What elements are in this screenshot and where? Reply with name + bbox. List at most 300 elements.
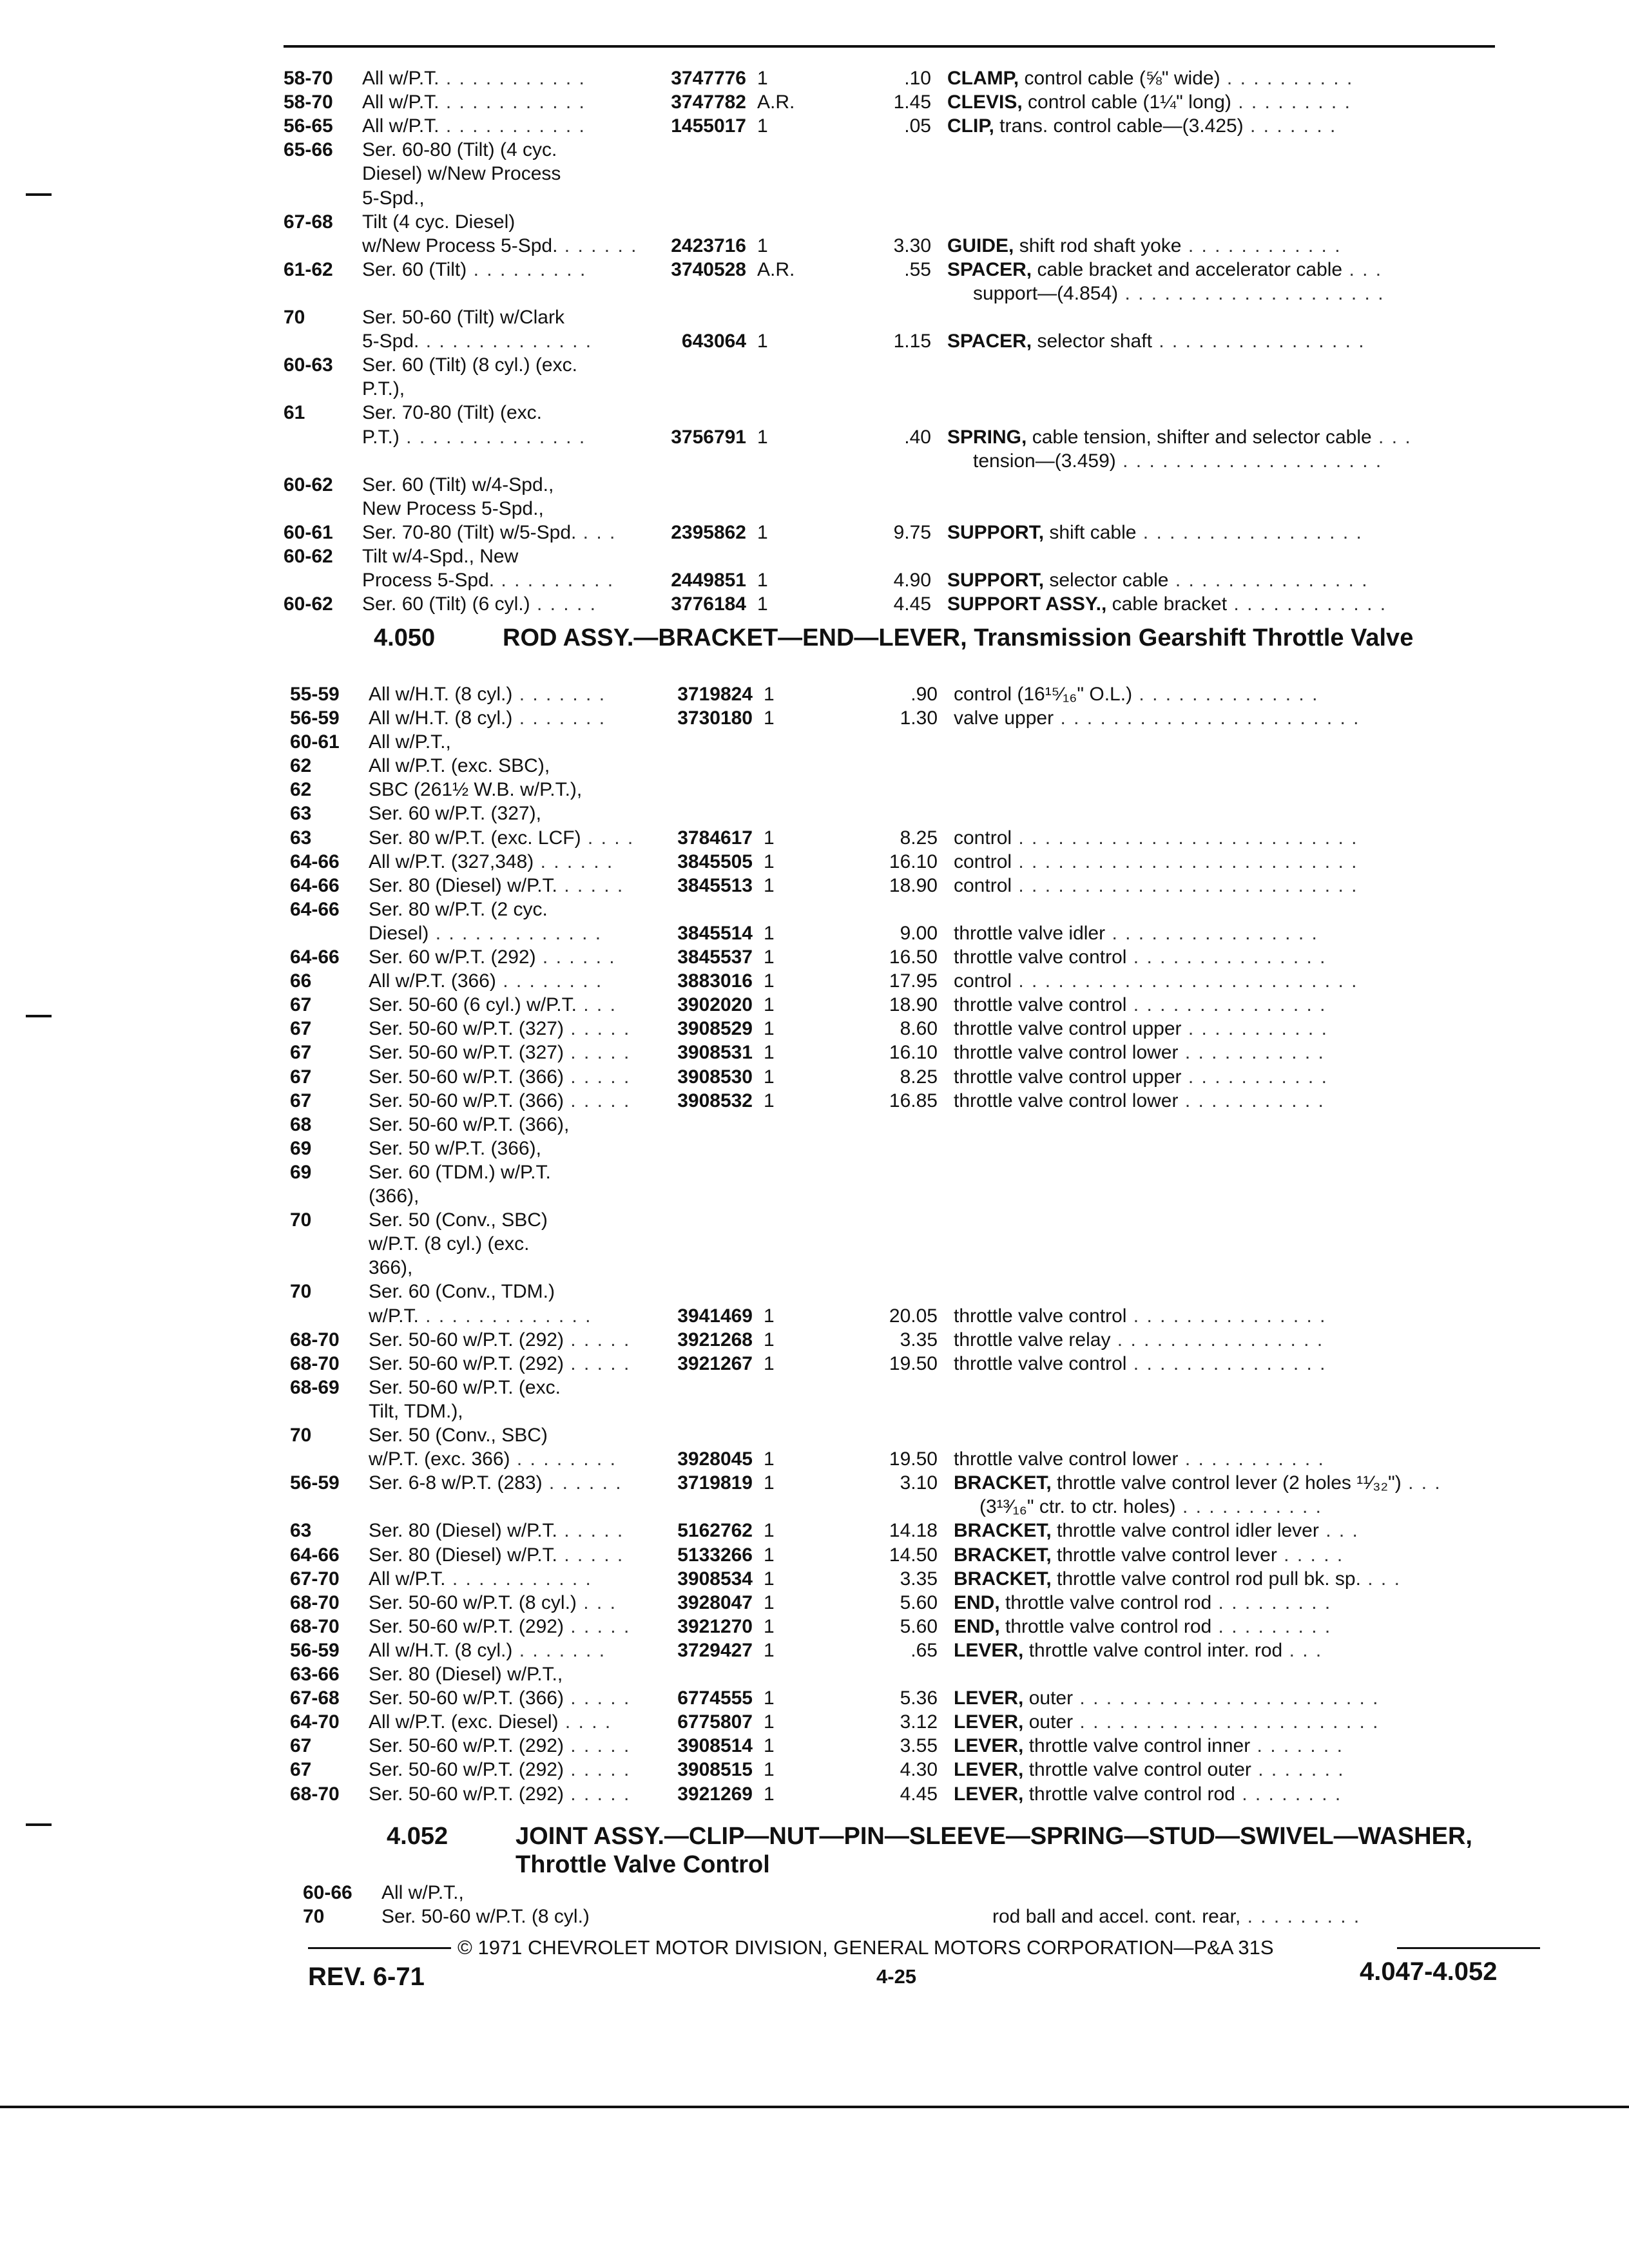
- application-text: Diesel) w/New Process: [362, 163, 561, 184]
- application: [369, 1255, 671, 1281]
- application: [369, 1542, 671, 1568]
- part-name: BRACKET,: [954, 1568, 1052, 1590]
- part-description: throttle valve control rod pull bk. sp.: [1057, 1568, 1361, 1590]
- application-text: Ser. 80 w/P.T. (2 cyc.: [369, 899, 548, 920]
- list-price: 16.50: [889, 947, 938, 968]
- leader-dots: . . . . . . . . .: [1211, 1616, 1332, 1637]
- application: [369, 1470, 671, 1496]
- application-text: All w/H.T. (8 cyl.): [369, 707, 513, 729]
- leader-dots: . . . . . . . . . . . . . . . . . . . . . . .: [1073, 1687, 1380, 1709]
- application: [369, 1662, 671, 1687]
- application-text: All w/P.T. (327,348): [369, 851, 534, 872]
- application: [369, 1733, 671, 1759]
- model-years: 56-59: [290, 707, 340, 729]
- description: [954, 706, 1534, 731]
- description: [947, 568, 1527, 593]
- application: [369, 1782, 671, 1807]
- leader-dots: . . . . . . .: [1243, 115, 1337, 137]
- quantity: 1: [757, 68, 768, 89]
- application-text: Ser. 6-8 w/P.T. (283): [369, 1472, 543, 1494]
- part-number: 3845514: [677, 923, 753, 944]
- part-name: END,: [954, 1616, 1000, 1637]
- catalog-row: [284, 520, 1534, 546]
- model-years: 64-70: [290, 1711, 340, 1733]
- description: [954, 1446, 1534, 1472]
- catalog-row: [290, 1757, 1534, 1783]
- list-price: 20.05: [889, 1305, 938, 1327]
- model-years: 69: [290, 1138, 312, 1159]
- application-text: New Process 5-Spd.,: [362, 498, 544, 519]
- application-text: Ser. 70-80 (Tilt) w/5-Spd.: [362, 522, 577, 543]
- list-price: 17.95: [889, 970, 938, 992]
- model-years: 67: [290, 1018, 312, 1039]
- quantity: 1: [757, 593, 768, 615]
- part-number: 3883016: [677, 970, 753, 992]
- model-years: 67: [290, 1042, 312, 1063]
- description: [954, 1064, 1534, 1090]
- description: [954, 945, 1534, 970]
- part-number: 3908529: [677, 1018, 753, 1039]
- model-years: 63-66: [290, 1664, 340, 1685]
- list-price: 19.50: [889, 1448, 938, 1470]
- catalog-row: [284, 425, 1534, 450]
- application: [369, 753, 671, 779]
- application-text: Ser. 50 w/P.T. (366),: [369, 1138, 541, 1159]
- application-text: Ser. 50-60 w/P.T. (366),: [369, 1114, 570, 1135]
- part-description: shift cable: [1049, 522, 1137, 543]
- part-number: 3902020: [677, 994, 753, 1015]
- part-description: selector shaft: [1037, 331, 1152, 352]
- catalog-row: [290, 1494, 1534, 1520]
- part-description: outer: [1028, 1711, 1074, 1733]
- part-description: control: [954, 970, 1012, 992]
- model-years: 68-70: [290, 1353, 340, 1374]
- part-description: throttle valve relay: [954, 1329, 1111, 1350]
- application: [362, 520, 665, 546]
- catalog-row: [284, 352, 1534, 378]
- list-price: 9.00: [900, 923, 938, 944]
- application-text: Ser. 70-80 (Tilt) (exc.: [362, 402, 542, 423]
- catalog-row: [290, 945, 1534, 970]
- application-text: Ser. 50-60 w/P.T. (292): [369, 1329, 564, 1350]
- leader-dots: . . . . . . . . . . . . . . . . . . . . . . . . . .: [1012, 970, 1358, 992]
- footer-revision: REV. 6-71: [308, 1963, 425, 1991]
- application: [362, 257, 665, 283]
- leader-dots: . . . . . . . . . . .: [439, 68, 586, 89]
- application: [369, 777, 671, 803]
- application: [362, 90, 665, 115]
- application-text: Ser. 50-60 w/P.T. (327): [369, 1018, 564, 1039]
- catalog-row: [290, 1112, 1534, 1138]
- part-number: 3908534: [677, 1568, 753, 1590]
- catalog-row: [290, 825, 1534, 851]
- model-years: 67: [290, 1759, 312, 1780]
- part-number: 3756791: [671, 427, 746, 448]
- part-number: 3747776: [671, 68, 746, 89]
- model-years: 70: [290, 1281, 312, 1302]
- description: [954, 1757, 1534, 1783]
- part-name: LEVER,: [954, 1759, 1024, 1780]
- application-text: Ser. 60 (Tilt): [362, 259, 467, 280]
- model-years: 70: [303, 1906, 325, 1927]
- application-text: Ser. 80 (Diesel) w/P.T.: [369, 1544, 557, 1566]
- footer-copyright: © 1971 CHEVROLET MOTOR DIVISION, GENERAL MOTORS CORPORATION—P&A 31S: [458, 1936, 1274, 1959]
- application: [362, 376, 665, 402]
- part-description: shift rod shaft yoke: [1019, 235, 1182, 256]
- application: [369, 1231, 671, 1257]
- leader-dots: . . . . . . . . . . . .: [1181, 235, 1342, 256]
- application: [369, 1686, 671, 1711]
- quantity: A.R.: [757, 91, 795, 113]
- quantity: 1: [764, 1616, 775, 1637]
- leader-dots: . . . . . . .: [512, 1640, 606, 1661]
- model-years: 58-70: [284, 91, 333, 113]
- application-text: Ser. 50-60 w/P.T. (8 cyl.): [381, 1906, 590, 1927]
- catalog-row: [284, 448, 1534, 474]
- section-number: 4.050: [374, 624, 436, 651]
- leader-dots: . . . . .: [563, 1090, 631, 1111]
- application-text: 366),: [369, 1257, 413, 1278]
- model-years: 67-68: [284, 211, 333, 233]
- application: [362, 472, 665, 498]
- quantity: 1: [764, 1018, 775, 1039]
- model-years: 62: [290, 779, 312, 800]
- application: [369, 1757, 671, 1783]
- application: [369, 1566, 671, 1592]
- list-price: .65: [911, 1640, 938, 1661]
- application-text: Ser. 50-60 w/P.T. (exc.: [369, 1377, 561, 1398]
- leader-dots: . . . . .: [530, 593, 597, 615]
- leader-dots: . . . . . . . . . . . . . . .: [1168, 570, 1369, 591]
- quantity: A.R.: [757, 259, 795, 280]
- part-name: BRACKET,: [954, 1520, 1052, 1541]
- catalog-row: [303, 1904, 1534, 1930]
- leader-dots: . . . . . . . . . . . . .: [429, 923, 602, 944]
- leader-dots: . . . . . . . . . . . . . . . . . . . . . . .: [1073, 1711, 1380, 1733]
- part-number: 1455017: [671, 115, 746, 137]
- leader-dots: . . . . .: [563, 1735, 631, 1756]
- quantity: 1: [764, 1520, 775, 1541]
- description: [954, 682, 1534, 707]
- part-name: SPRING,: [947, 427, 1027, 448]
- model-years: 60-62: [284, 593, 333, 615]
- description: [954, 873, 1534, 899]
- model-years: 68-70: [290, 1329, 340, 1350]
- leader-dots: . . . . .: [563, 1687, 631, 1709]
- part-description: rod ball and accel. cont. rear,: [992, 1906, 1241, 1927]
- list-price: 16.85: [889, 1090, 938, 1111]
- leader-dots: . . . . . . . . . . . . . . . .: [1110, 1329, 1324, 1350]
- list-price: 1.30: [900, 707, 938, 729]
- application: [369, 1040, 671, 1066]
- application: [369, 873, 671, 899]
- application-text: Ser. 50-60 w/P.T. (292): [369, 1783, 564, 1805]
- application-text: Ser. 50-60 (6 cyl.) w/P.T.: [369, 994, 577, 1015]
- description: [947, 90, 1527, 115]
- leader-dots: . . . . . . . . . . .: [439, 115, 586, 137]
- application-text: All w/P.T.: [369, 1568, 446, 1590]
- description: [954, 1518, 1534, 1544]
- leader-dots: . . . . . . . .: [1235, 1783, 1342, 1805]
- leader-dots: . . . . . . . . .: [1211, 1592, 1332, 1613]
- quantity: 1: [764, 1090, 775, 1111]
- leader-dots: . . . . . . . . . . .: [1175, 1496, 1322, 1517]
- model-years: 68-70: [290, 1616, 340, 1637]
- model-years: 63: [290, 827, 312, 849]
- application-text: w/P.T.: [369, 1305, 419, 1327]
- section-number: 4.052: [387, 1823, 448, 1850]
- part-description: throttle valve idler: [954, 923, 1106, 944]
- leader-dots: . . . . .: [557, 875, 624, 896]
- application-text: Ser. 50-60 w/P.T. (292): [369, 1353, 564, 1374]
- section-title: ROD ASSY.—BRACKET—END—LEVER, Transmission Gearshift Throttle Valve: [503, 624, 1414, 651]
- part-name: CLEVIS,: [947, 91, 1023, 113]
- part-number: 3747782: [671, 91, 746, 113]
- part-number: 3921269: [677, 1783, 753, 1805]
- list-price: 5.60: [900, 1616, 938, 1637]
- list-price: 18.90: [889, 994, 938, 1015]
- leader-dots: . . . . . . . . .: [467, 259, 587, 280]
- part-name: SPACER,: [947, 331, 1032, 352]
- quantity: 1: [757, 522, 768, 543]
- application: [369, 1423, 671, 1448]
- part-description: cable tension, shifter and selector cable: [1032, 427, 1372, 448]
- catalog-row: [290, 801, 1534, 827]
- part-description: outer: [1028, 1687, 1074, 1709]
- list-price: .40: [904, 427, 931, 448]
- catalog-row: [290, 1016, 1534, 1042]
- leader-dots: . . . . . . . . . . . . . . . . . . . . . . . . . .: [1012, 875, 1358, 896]
- part-description: throttle valve control inner: [1028, 1735, 1251, 1756]
- quantity: 1: [757, 427, 768, 448]
- application-text: Ser. 50 (Conv., SBC): [369, 1209, 548, 1231]
- part-description: throttle valve control lower: [954, 1042, 1179, 1063]
- quantity: 1: [757, 331, 768, 352]
- leader-dots: . . . . . . . . .: [494, 570, 615, 591]
- catalog-row: [290, 1327, 1534, 1353]
- part-number: 3908532: [677, 1090, 753, 1111]
- part-number: 3908531: [677, 1042, 753, 1063]
- part-number: 3719824: [677, 684, 753, 705]
- leader-dots: . . . .: [581, 827, 635, 849]
- catalog-row: [303, 1880, 1534, 1906]
- catalog-row: [284, 568, 1534, 593]
- application: [369, 945, 671, 970]
- catalog-row: [290, 1566, 1534, 1592]
- quantity: 1: [764, 1305, 775, 1327]
- application-text: Tilt, TDM.),: [369, 1401, 463, 1422]
- leader-dots: . . .: [1371, 427, 1412, 448]
- part-description: throttle valve control: [954, 947, 1127, 968]
- part-number: 3908514: [677, 1735, 753, 1756]
- leader-dots: . . . . . .: [534, 851, 614, 872]
- leader-dots: . . . . . . . . . . .: [1181, 1066, 1328, 1088]
- catalog-row: [290, 1446, 1534, 1472]
- catalog-row: [290, 968, 1534, 994]
- list-price: 4.90: [893, 570, 931, 591]
- part-description: throttle valve control inter. rod: [1028, 1640, 1283, 1661]
- catalog-row: [284, 281, 1534, 307]
- leader-dots: . . . . . . . . . . .: [1178, 1042, 1325, 1063]
- leader-dots: . . . . . . . . . . .: [445, 1568, 592, 1590]
- catalog-row: [290, 1733, 1534, 1759]
- catalog-row: [290, 1279, 1534, 1305]
- list-price: 4.45: [900, 1783, 938, 1805]
- application-text: Ser. 80 w/P.T. (exc. LCF): [369, 827, 581, 849]
- application: [369, 1016, 671, 1042]
- application: [369, 1375, 671, 1401]
- part-description: selector cable: [1049, 570, 1169, 591]
- part-name: BRACKET,: [954, 1544, 1052, 1566]
- application: [369, 1279, 671, 1305]
- list-price: 5.60: [900, 1592, 938, 1613]
- section-heading: [387, 1822, 1547, 1880]
- catalog-row: [290, 682, 1534, 707]
- catalog-row: [290, 1423, 1534, 1448]
- description: [967, 1904, 1572, 1930]
- part-number: 3921268: [677, 1329, 753, 1350]
- model-years: 67-68: [290, 1687, 340, 1709]
- part-name: GUIDE,: [947, 235, 1014, 256]
- leader-dots: . . . . .: [557, 1520, 624, 1541]
- description: [954, 921, 1534, 947]
- catalog-row: [290, 1662, 1534, 1687]
- application-text: Tilt w/4-Spd., New: [362, 546, 519, 567]
- model-years: 56-59: [290, 1472, 340, 1494]
- leader-dots: . . . . . . . .: [496, 970, 603, 992]
- catalog-row: [290, 1351, 1534, 1377]
- model-years: 67: [290, 1735, 312, 1756]
- leader-dots: . . . . . . . . . . . . .: [418, 1305, 592, 1327]
- part-number: 3928045: [677, 1448, 753, 1470]
- list-price: 3.55: [900, 1735, 938, 1756]
- model-years: 64-66: [290, 1544, 340, 1566]
- quantity: 1: [757, 235, 768, 256]
- application: [369, 1327, 671, 1353]
- application-text: All w/P.T.,: [369, 731, 451, 753]
- part-number: 3740528: [671, 259, 746, 280]
- application-text: All w/H.T. (8 cyl.): [369, 684, 513, 705]
- part-name: CLAMP,: [947, 68, 1019, 89]
- quantity: 1: [764, 1329, 775, 1350]
- leader-dots: . . .: [1282, 1640, 1323, 1661]
- part-description: throttle valve control lever (2 holes ¹¹⁄₃₂"): [1057, 1472, 1402, 1494]
- list-price: 5.36: [900, 1687, 938, 1709]
- leader-dots: . . . . . . . . . . . . . . . . . . . .: [1118, 283, 1385, 304]
- list-price: 3.30: [893, 235, 931, 256]
- model-years: 60-61: [284, 522, 333, 543]
- catalog-row: [284, 376, 1534, 402]
- description: [954, 1494, 1559, 1520]
- catalog-row: [284, 233, 1534, 259]
- leader-dots: . . . . . . . . . . .: [1178, 1090, 1325, 1111]
- model-years: 60-63: [284, 354, 333, 376]
- part-name: SUPPORT ASSY.,: [947, 593, 1107, 615]
- list-price: 14.50: [889, 1544, 938, 1566]
- part-number: 2395862: [671, 522, 746, 543]
- description: [954, 1638, 1534, 1664]
- description: [954, 1470, 1534, 1496]
- application: [369, 1136, 671, 1162]
- part-number: 3921267: [677, 1353, 753, 1374]
- leader-dots: . . . . . . . .: [510, 1448, 617, 1470]
- description: [954, 1040, 1534, 1066]
- leader-dots: . . . . .: [563, 1329, 631, 1350]
- catalog-row: [284, 66, 1534, 91]
- application: [369, 1160, 671, 1186]
- part-description: control cable (1¼" long): [1028, 91, 1231, 113]
- application: [362, 186, 665, 211]
- application-text: 5-Spd.,: [362, 187, 425, 209]
- description: [954, 992, 1534, 1018]
- application-text: P.T.),: [362, 378, 405, 399]
- catalog-row: [290, 1375, 1534, 1401]
- part-number: 3928047: [677, 1592, 753, 1613]
- part-number: 3784617: [677, 827, 753, 849]
- application: [369, 801, 671, 827]
- part-description: control: [954, 851, 1012, 872]
- model-years: 61: [284, 402, 305, 423]
- application: [369, 706, 671, 731]
- quantity: 1: [764, 1568, 775, 1590]
- application: [362, 233, 665, 259]
- application: [381, 1880, 684, 1906]
- list-price: 19.50: [889, 1353, 938, 1374]
- part-description: throttle valve control lower: [954, 1448, 1179, 1470]
- part-description: throttle valve control idler lever: [1057, 1520, 1319, 1541]
- list-price: 8.60: [900, 1018, 938, 1039]
- part-description: control: [954, 875, 1012, 896]
- quantity: 1: [757, 115, 768, 137]
- model-years: 70: [284, 307, 305, 328]
- model-years: 63: [290, 803, 312, 824]
- quantity: 1: [764, 923, 775, 944]
- list-price: 1.45: [893, 91, 931, 113]
- application-text: SBC (261½ W.B. w/P.T.),: [369, 779, 583, 800]
- bottom-rule: [0, 2106, 1629, 2108]
- quantity: 1: [764, 994, 775, 1015]
- application-text: Ser. 50-60 (Tilt) w/Clark: [362, 307, 564, 328]
- description: [947, 448, 1553, 474]
- application-text: Ser. 60 (TDM.) w/P.T.: [369, 1162, 551, 1183]
- application: [369, 1064, 671, 1090]
- leader-dots: . . . . . . . . . . . . . . .: [1126, 994, 1327, 1015]
- application-text: w/P.T. (8 cyl.) (exc.: [369, 1233, 530, 1254]
- part-number: 3730180: [677, 707, 753, 729]
- application: [369, 1112, 671, 1138]
- leader-dots: . . . . .: [563, 1018, 631, 1039]
- part-name: LEVER,: [954, 1687, 1024, 1709]
- list-price: 3.10: [900, 1472, 938, 1494]
- part-description: throttle valve control lever: [1057, 1544, 1277, 1566]
- application-text: Ser. 50 (Conv., SBC): [369, 1425, 548, 1446]
- quantity: 1: [764, 1448, 775, 1470]
- application: [362, 400, 665, 426]
- catalog-row: [290, 1518, 1534, 1544]
- application-text: All w/P.T. (exc. SBC),: [369, 755, 550, 776]
- model-years: 60-66: [303, 1882, 352, 1903]
- catalog-row: [284, 257, 1534, 283]
- leader-dots: . . .: [1401, 1472, 1441, 1494]
- part-number: 3908515: [677, 1759, 753, 1780]
- leader-dots: . . . . . . . . . . . . . . . . . . . . . . . . . .: [1012, 827, 1358, 849]
- footer-rule-left: [308, 1947, 451, 1949]
- application: [369, 1184, 671, 1209]
- leader-dots: . . . . .: [563, 1759, 631, 1780]
- application: [362, 161, 665, 187]
- part-number: 5162762: [677, 1520, 753, 1541]
- application: [369, 682, 671, 707]
